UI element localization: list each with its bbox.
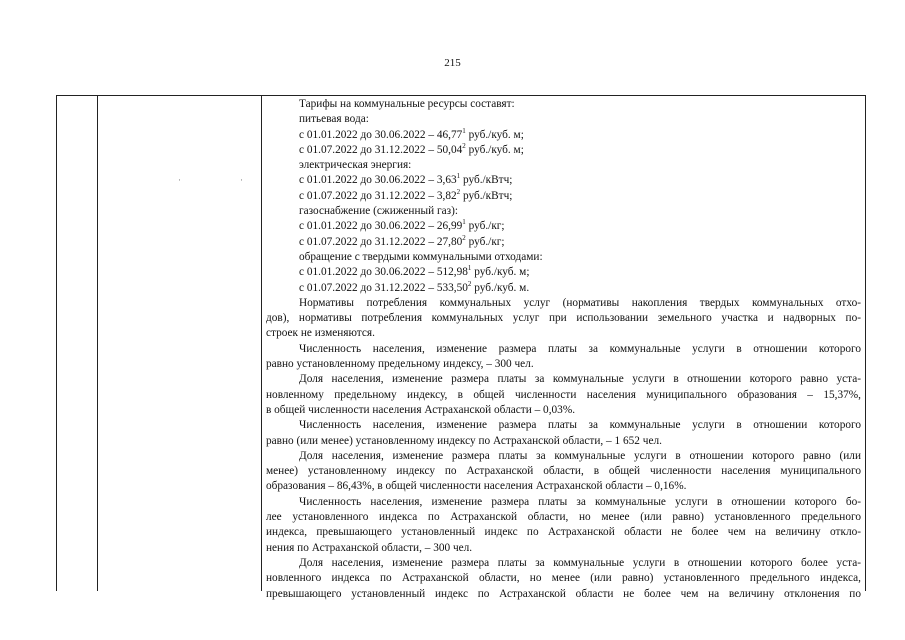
paragraph-share-region xyxy=(266,449,861,495)
scan-speck: · xyxy=(240,175,243,185)
electricity-tariff-2: с 01.07.2022 до 31.12.2022 – 3,82$^2$ руб./кВтч; xyxy=(299,188,513,202)
paragraph-population-region xyxy=(266,418,861,449)
paragraph-line: равно установленному предельному индексу, – 300 чел. xyxy=(266,358,534,371)
paragraph-line: менее) установленному индексу по Астраханской области, в общей численности населения муниципального xyxy=(266,465,861,478)
paragraph-share-above xyxy=(266,556,861,602)
paragraph-line: Численность населения, изменение размера платы за коммунальные услуги в отношении которого бо- xyxy=(299,495,861,508)
paragraph-line: в общей численности населения Астраханской области – 0,03%. xyxy=(266,403,576,416)
paragraph-line: Численность населения, изменение размера платы за коммунальные услуги в отношении которого xyxy=(299,419,861,432)
electricity-label: электрическая энергия: xyxy=(299,159,412,172)
tariffs-heading: Тарифы на коммунальные ресурсы составят: xyxy=(299,98,515,110)
waste-tariff-2: с 01.07.2022 до 31.12.2022 – 533,50$^2$ руб./куб. м. xyxy=(299,279,530,294)
paragraph-line: новленному предельному индексу, в общей численности населения муниципального образования – 15,37%, xyxy=(266,388,861,401)
paragraph-line: дов), нормативы потребления коммунальных услуг при использовании земельного участка и надворных по- xyxy=(266,312,861,325)
waste-label: обращение с твердыми коммунальными отходами: xyxy=(299,250,543,263)
page-number: 215 xyxy=(444,57,461,69)
paragraph-line: лее установленного индекса по Астраханской области, но менее (или равно) установленного предельного xyxy=(266,511,861,524)
paragraph-line: индекса, превышающего установленный индекс по Астраханской области не более чем на величину откло- xyxy=(266,526,861,539)
water-tariff-2: с 01.07.2022 до 31.12.2022 – 50,04$^2$ руб./куб. м; xyxy=(299,142,524,156)
gas-tariff-1: с 01.01.2022 до 30.06.2022 – 26,99$^1$ руб./кг; xyxy=(299,218,505,233)
table-column-content xyxy=(240,96,865,600)
water-label: питьевая вода: xyxy=(299,113,369,126)
paragraph-population-above xyxy=(266,495,861,556)
waste-tariff-1: с 01.01.2022 до 30.06.2022 – 512,98$^1$ руб./куб. м; xyxy=(299,264,530,279)
paragraph-line: нения по Астраханской области, – 300 чел. xyxy=(266,541,473,554)
paragraph-share-equal xyxy=(266,372,861,418)
scan-speck: · xyxy=(178,175,181,185)
water-tariff-1: с 01.01.2022 до 30.06.2022 – 46,77$^1$ руб./куб. м; xyxy=(299,126,524,141)
paragraph-line: равно (или менее) установленному индексу по Астраханской области, – 1 652 чел. xyxy=(266,434,662,447)
paragraph-line: превышающего установленный индекс по Астраханской области не более чем на величину отклонения по xyxy=(266,587,861,600)
paragraph-line: новленного индекса по Астраханской области, но менее (или равно) установленного предельного индекса, xyxy=(266,572,861,585)
paragraph-line: строек не изменяются. xyxy=(266,327,375,340)
gas-label: газоснабжение (сжиженный газ): xyxy=(299,205,458,218)
paragraph-population-equal xyxy=(266,342,861,373)
table-column-name xyxy=(98,96,262,591)
paragraph-line: Доля населения, изменение размера платы за коммунальные услуги в отношении которого равно (или xyxy=(299,449,861,462)
paragraph-norms xyxy=(266,296,861,342)
paragraph-line: Доля населения, изменение размера платы за коммунальные услуги в отношении которого более уста- xyxy=(299,556,861,569)
gas-tariff-2: с 01.07.2022 до 31.12.2022 – 27,80$^2$ руб./кг; xyxy=(299,233,505,248)
paragraph-line: Численность населения, изменение размера платы за коммунальные услуги в отношении которого xyxy=(299,342,861,355)
table-column-number xyxy=(57,96,98,591)
paragraph-line: Нормативы потребления коммунальных услуг (нормативы накопления твердых коммунальных отхо- xyxy=(299,296,861,309)
paragraph-line: Доля населения, изменение размера платы за коммунальные услуги в отношении которого равно уста- xyxy=(299,373,861,386)
document-table xyxy=(56,95,866,600)
paragraph-line: образования – 86,43%, в общей численности населения Астраханской области – 0,16%. xyxy=(266,480,687,493)
electricity-tariff-1: с 01.01.2022 до 30.06.2022 – 3,63$^1$ руб./кВтч; xyxy=(299,172,513,187)
